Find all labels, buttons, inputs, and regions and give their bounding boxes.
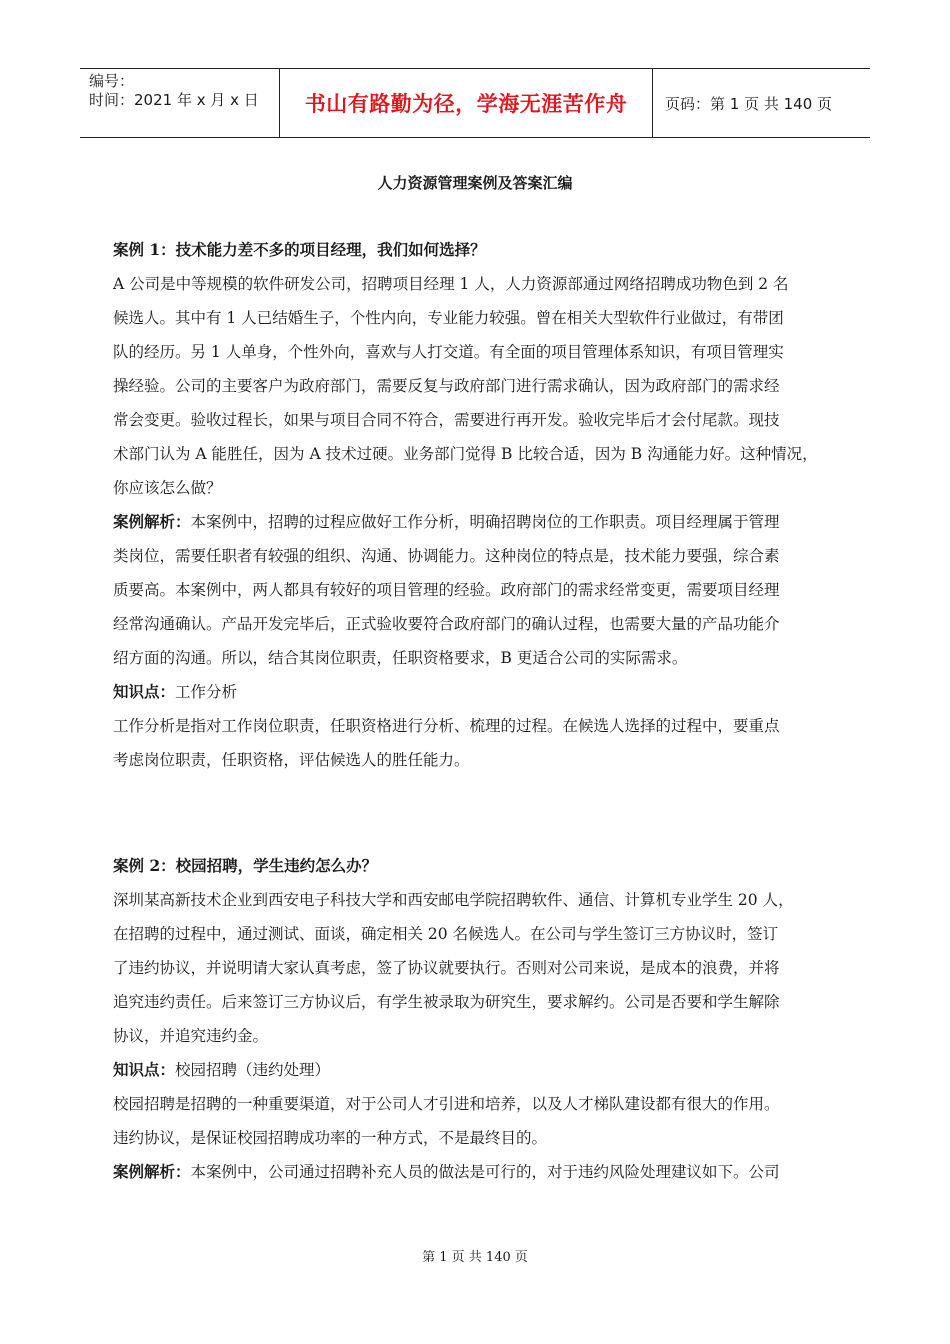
case-1-knowledge-line: 工作分析是指对工作岗位职责，任职资格进行分析、梳理的过程。在候选人选择的过程中，要重点 — [113, 717, 780, 735]
case-2-heading: 案例 2：校园招聘，学生违约怎么办？ — [113, 856, 378, 875]
knowledge-label: 知识点： — [113, 682, 176, 701]
case-2-body-line: 追究违约责任。后来签订三方协议后，有学生被录取为研究生，要求解约。公司是否要和学生解除 — [113, 993, 780, 1011]
case-1-body-line: 常会变更。验收过程长，如果与项目合同不符合，需要进行再开发。验收完毕后才会付尾款。现技 — [113, 411, 780, 429]
case-1-body-line: 操经验。公司的主要客户为政府部门，需要反复与政府部门进行需求确认，因为政府部门的需求经 — [113, 377, 780, 395]
doc-time-label: 时间：2021 年 x 月 x 日 — [89, 91, 259, 109]
analysis-label: 案例解析： — [113, 512, 191, 531]
case-2-knowledge-line: 校园招聘是招聘的一种重要渠道，对于公司人才引进和培养，以及人才梯队建设都有很大的作用。 — [113, 1095, 780, 1113]
case-2-body-line: 在招聘的过程中，通过测试、面谈，确定相关 20 名候选人。在公司与学生签订三方协议时，签订 — [113, 925, 779, 943]
case-2-analysis — [113, 1155, 853, 1189]
case-1-analysis-line: 经常沟通确认。产品开发完毕后，正式验收要符合政府部门的确认过程，也需要大量的产品功能介 — [113, 615, 780, 633]
case-1 — [113, 233, 853, 777]
case-2 — [113, 849, 853, 1189]
case-2-body-line: 深圳某高新技术企业到西安电子科技大学和西安邮电学院招聘软件、通信、计算机专业学生 20 人， — [113, 891, 794, 909]
header-page-code: 页码：第 1 页 共 140 页 — [665, 94, 833, 113]
case-2-body-line: 了违约协议，并说明请大家认真考虑，签了协议就要执行。否则对公司来说，是成本的浪费，并将 — [113, 959, 780, 977]
case-1-analysis-line: 绍方面的沟通。所以，结合其岗位职责，任职资格要求，B 更适合公司的实际需求。 — [113, 649, 688, 667]
page-footer: 第 1 页 共 140 页 — [422, 1250, 528, 1265]
document-title: 人力资源管理案例及答案汇编 — [377, 174, 573, 192]
case-1-analysis — [113, 505, 853, 539]
doc-number-label: 编号： — [89, 72, 135, 90]
page-header — [80, 68, 870, 138]
case-1-analysis-line: 质要高。本案例中，两人都具有较好的项目管理的经验。政府部门的需求经常变更，需要项目经理 — [113, 581, 780, 599]
analysis-label: 案例解析： — [113, 1162, 191, 1181]
case-1-body-line: 你应该怎么做？ — [113, 479, 222, 497]
case-1-knowledge — [113, 675, 853, 709]
case-2-knowledge — [113, 1053, 853, 1087]
knowledge-value: 校园招聘（违约处理） — [175, 1061, 331, 1079]
case-2-body-line: 协议，并追究违约金。 — [113, 1027, 269, 1045]
case-1-body-line: A 公司是中等规模的软件研发公司，招聘项目经理 1 人，人力资源部通过网络招聘成功物色到 2 名 — [113, 275, 789, 293]
case-1-knowledge-line: 考虑岗位职责，任职资格，评估候选人的胜任能力。 — [113, 751, 470, 769]
header-meta — [80, 69, 279, 137]
case-1-body-line: 候选人。其中有 1 人已结婚生子，个性内向，专业能力较强。曾在相关大型软件行业做过，有带团 — [113, 309, 784, 327]
analysis-text: 本案例中，招聘的过程应做好工作分析，明确招聘岗位的工作职责。项目经理属于管理 — [190, 513, 780, 531]
knowledge-value: 工作分析 — [175, 683, 238, 701]
case-1-body-line: 术部门认为 A 能胜任，因为 A 技术过硬。业务部门觉得 B 比较合适，因为 B 沟通能力好。这种情况， — [113, 445, 818, 463]
knowledge-label: 知识点： — [113, 1060, 176, 1079]
case-1-heading: 案例 1：技术能力差不多的项目经理，我们如何选择？ — [113, 240, 486, 259]
case-2-knowledge-line: 违约协议，是保证校园招聘成功率的一种方式，不是最终目的。 — [113, 1129, 548, 1147]
header-motto: 书山有路勤为径，学海无涯苦作舟 — [279, 69, 653, 137]
case-1-analysis-line: 类岗位，需要任职者有较强的组织、沟通、协调能力。这种岗位的特点是，技术能力要强，综合素 — [113, 547, 780, 565]
analysis-text: 本案例中，公司通过招聘补充人员的做法是可行的，对于违约风险处理建议如下。公司 — [190, 1163, 780, 1181]
case-1-body-line: 队的经历。另 1 人单身，个性外向，喜欢与人打交道。有全面的项目管理体系知识，有项目管理实 — [113, 343, 784, 361]
